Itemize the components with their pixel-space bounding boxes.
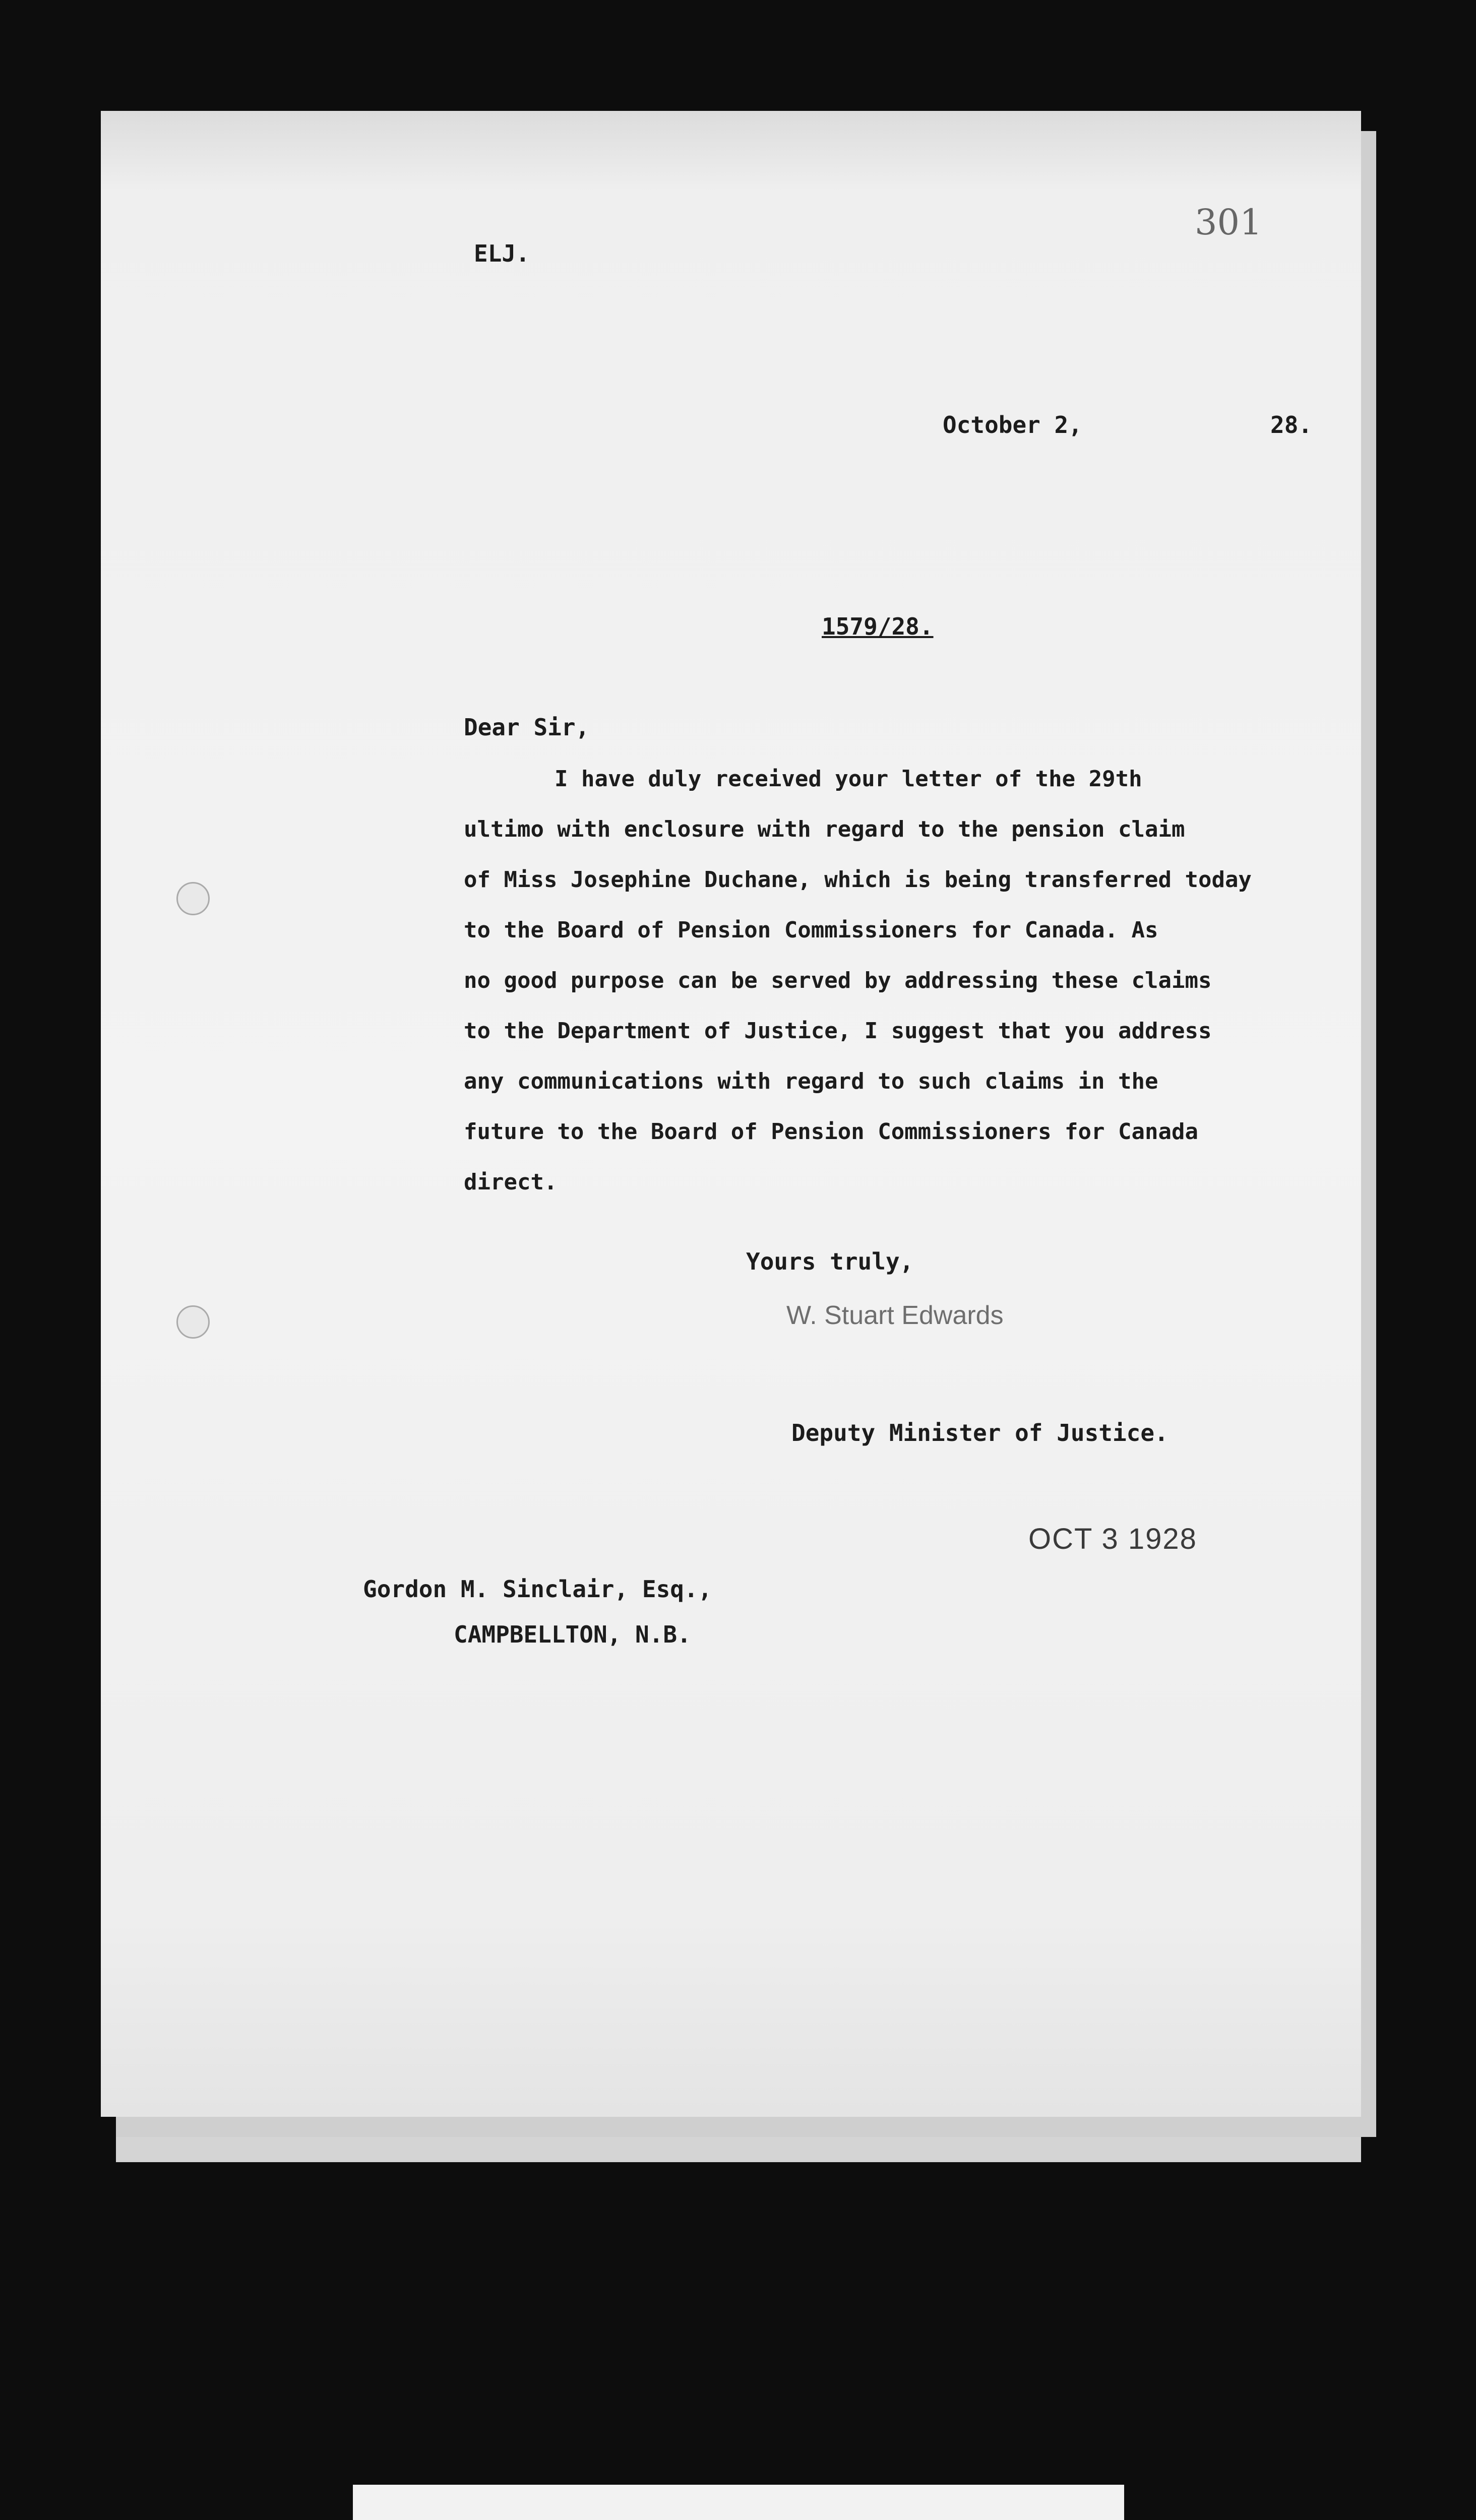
body-line: ultimo with enclosure with regard to the pension claim bbox=[464, 816, 1185, 842]
received-date-stamp: OCT 3 1928 bbox=[1028, 1523, 1197, 1555]
body-line: of Miss Josephine Duchane, which is being transferred today bbox=[464, 867, 1252, 893]
body-line: no good purpose can be served by addressing these claims bbox=[464, 968, 1212, 993]
body-line: to the Board of Pension Commissioners for Canada. As bbox=[464, 917, 1158, 943]
body-line: direct. bbox=[464, 1169, 558, 1195]
file-number: 1579/28. bbox=[822, 613, 934, 640]
reference-initials: ELJ. bbox=[474, 240, 530, 267]
letter-date: October 2, bbox=[943, 411, 1082, 438]
letter-date-year: 28. bbox=[1270, 411, 1313, 438]
signature: W. Stuart Edwards bbox=[786, 1301, 1004, 1330]
punch-hole bbox=[176, 1305, 210, 1339]
punch-hole bbox=[176, 882, 210, 915]
body-line: to the Department of Justice, I suggest that you address bbox=[464, 1018, 1212, 1044]
body-line: any communications with regard to such claims in the bbox=[464, 1068, 1158, 1094]
signer-title: Deputy Minister of Justice. bbox=[791, 1419, 1168, 1446]
salutation: Dear Sir, bbox=[464, 714, 590, 741]
page-number: 301 bbox=[1195, 202, 1262, 243]
letter-sheet bbox=[101, 111, 1361, 2117]
archive-reference-label bbox=[353, 2485, 1124, 2520]
addressee-name: Gordon M. Sinclair, Esq., bbox=[363, 1576, 712, 1603]
body-line: I have duly received your letter of the 29th bbox=[555, 766, 1142, 792]
addressee-place: CAMPBELLTON, N.B. bbox=[454, 1621, 691, 1648]
closing: Yours truly, bbox=[746, 1248, 914, 1275]
body-line: future to the Board of Pension Commissioners for Canada bbox=[464, 1119, 1198, 1145]
